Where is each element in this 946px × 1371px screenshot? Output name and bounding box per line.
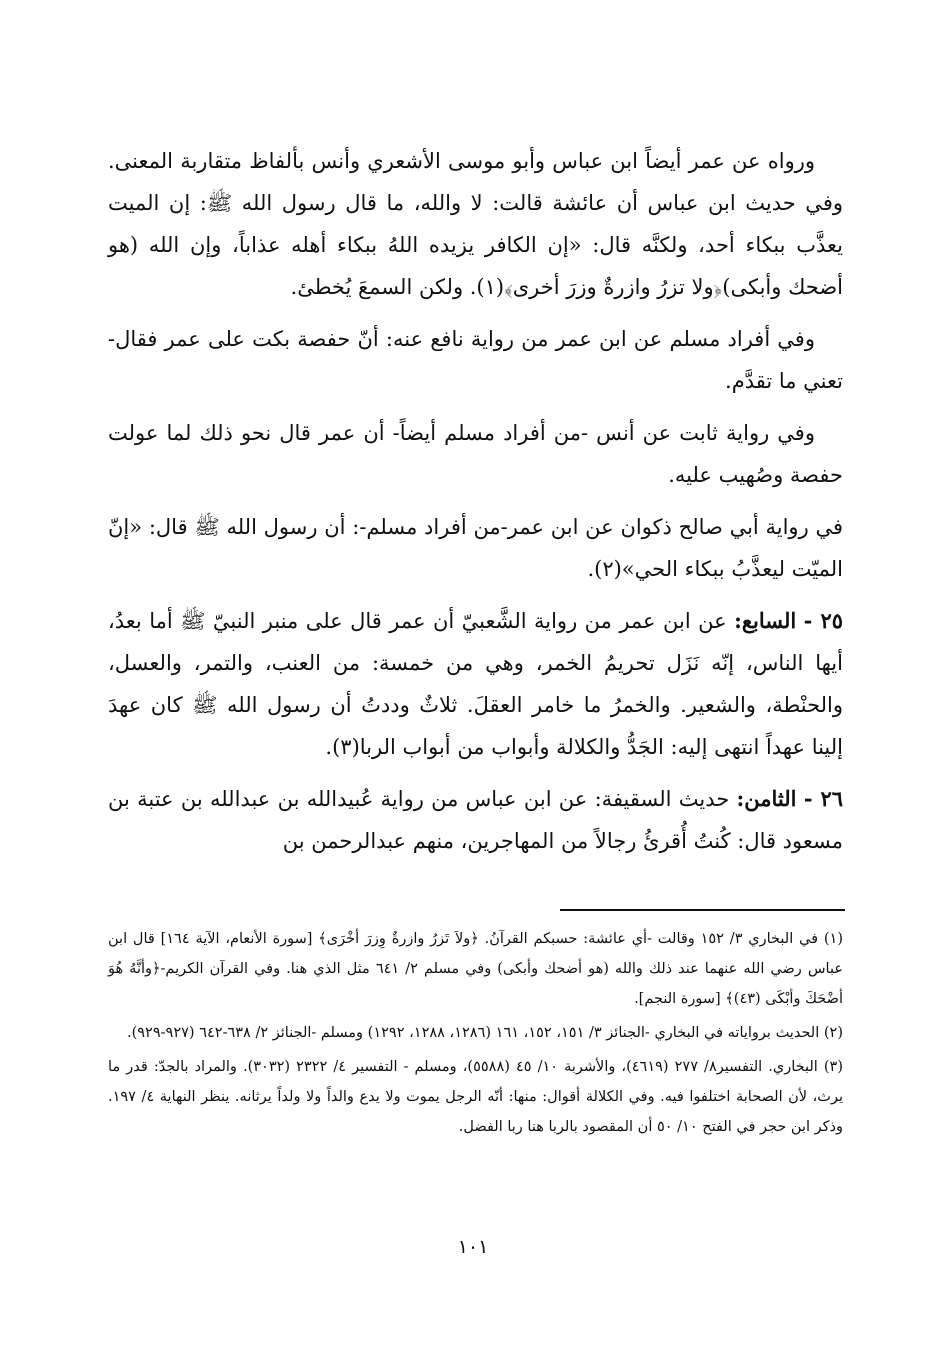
section-25-number: ٢٥ - [803, 608, 843, 633]
main-text [108, 140, 843, 872]
footnote-1: (١) في البخاري ٣/ ١٥٢ وقالت -أي عائشة: حسبكم القرآنُ. ﴿ولاَ تَزرُ وازرةٌ وِزرَ أخْرَى﴾ [سورة الأنعام، الآية ١٦٤] قال ابن عباس رضي الله عنهما عند ذلك والله (هو أضحك وأبكى) وفي مسلم ٢/ ٦٤١ مثل الذي هنا. وفي القرآن الكريم-﴿وأنَّهُ هُوَ أضْحَكَ وأبْكَى (٤٣)﴾ [سورة النجم]. [108, 931, 843, 1007]
page-number: ١٠١ [457, 1236, 489, 1258]
paragraph-2: وفي أفراد مسلم عن ابن عمر من رواية نافع عنه: أنّ حفصة بكت على عمر فقال- تعني ما تقدَّم. [108, 327, 843, 393]
section-26-title: الثامن: [736, 786, 797, 811]
section-25-text: عن ابن عمر من رواية الشَّعبيّ أن عمر قال على منبر النبيّ ﷺ أما بعدُ، أيها الناس، إنّه نَزَل تحريمُ الخمر، وهي من خمسة: من العنب، والتمر، والعسل، والحنْطة، والشعير. والخمرُ ما خامر العقلَ. ثلاثٌ وددتُ أن رسول الله ﷺ كان عهدَ إلينا عهداً انتهى إليه: الجَدُّ والكلالة وأبواب من أبواب الربا(٣). [108, 609, 843, 759]
footnotes [108, 924, 843, 1146]
section-25 [108, 600, 843, 768]
paragraph-1: ورواه عن عمر أيضاً ابن عباس وأبو موسى الأشعري وأنس بألفاظ متقاربة المعنى. وفي حديث ابن عباس أن عائشة قالت: لا والله، ما قال رسول الله ﷺ: إن الميت يعذَّب ببكاء أحد، ولكنَّه قال: «إن الكافر يزيده اللهُ ببكاء أهله عذاباً، وإن الله (هو أضحك وأبكى)﴿ولا تزرُ وازرةٌ وزرَ أخرى﴾(١). ولكن السمعَ يُخطئ. [108, 149, 843, 299]
footnote-2: (٢) الحديث برواياته في البخاري -الجنائز ٣/ ١٥١، ١٥٢، ١٦١ (١٢٨٦، ١٢٨٨، ١٢٩٢) ومسلم -الجنائز ٢/ ٦٣٨-٦٤٢ (٩٢٧-٩٢٩). [126, 1025, 843, 1041]
section-25-title: السابع: [734, 608, 797, 633]
footnote-divider [560, 909, 845, 911]
section-26-number: ٢٦ - [803, 786, 844, 811]
paragraph-3: وفي رواية ثابت عن أنس -من أفراد مسلم أيضاً- أن عمر قال نحو ذلك لما عولت حفصة وصُهيب عليه. [108, 421, 843, 487]
section-26 [108, 778, 843, 862]
paragraph-4: في رواية أبي صالح ذكوان عن ابن عمر-من أفراد مسلم-: أن رسول الله ﷺ قال: «إنّ الميّت ليعذَّبُ ببكاء الحي»(٢). [108, 515, 843, 581]
section-26-text: حديث السقيفة: عن ابن عباس من رواية عُبيدالله بن عبدالله بن عتبة بن مسعود قال: كُنتُ أُقرئُ رجالاً من المهاجرين، منهم عبدالرحمن بن [108, 787, 843, 853]
footnote-3: (٣) البخاري. التفسير٨/ ٢٧٧ (٤٦١٩)، والأشربة ١٠/ ٤٥ (٥٥٨٨)، ومسلم - التفسير ٤/ ٢٣٢٢ (٣٠٣٢). والمراد بالجدّ: قدر ما يرث، لأن الصحابة اختلفوا فيه. وفي الكلالة أقوال: منها: أنّه الرجل يموت ولا يدع والداً ولا ولداً يرثانه. ينظر النهاية ٤/ ١٩٧. وذكر ابن حجر في الفتح ١٠/ ٥٠ أن المقصود بالربا هنا ربا الفضل. [108, 1059, 843, 1135]
